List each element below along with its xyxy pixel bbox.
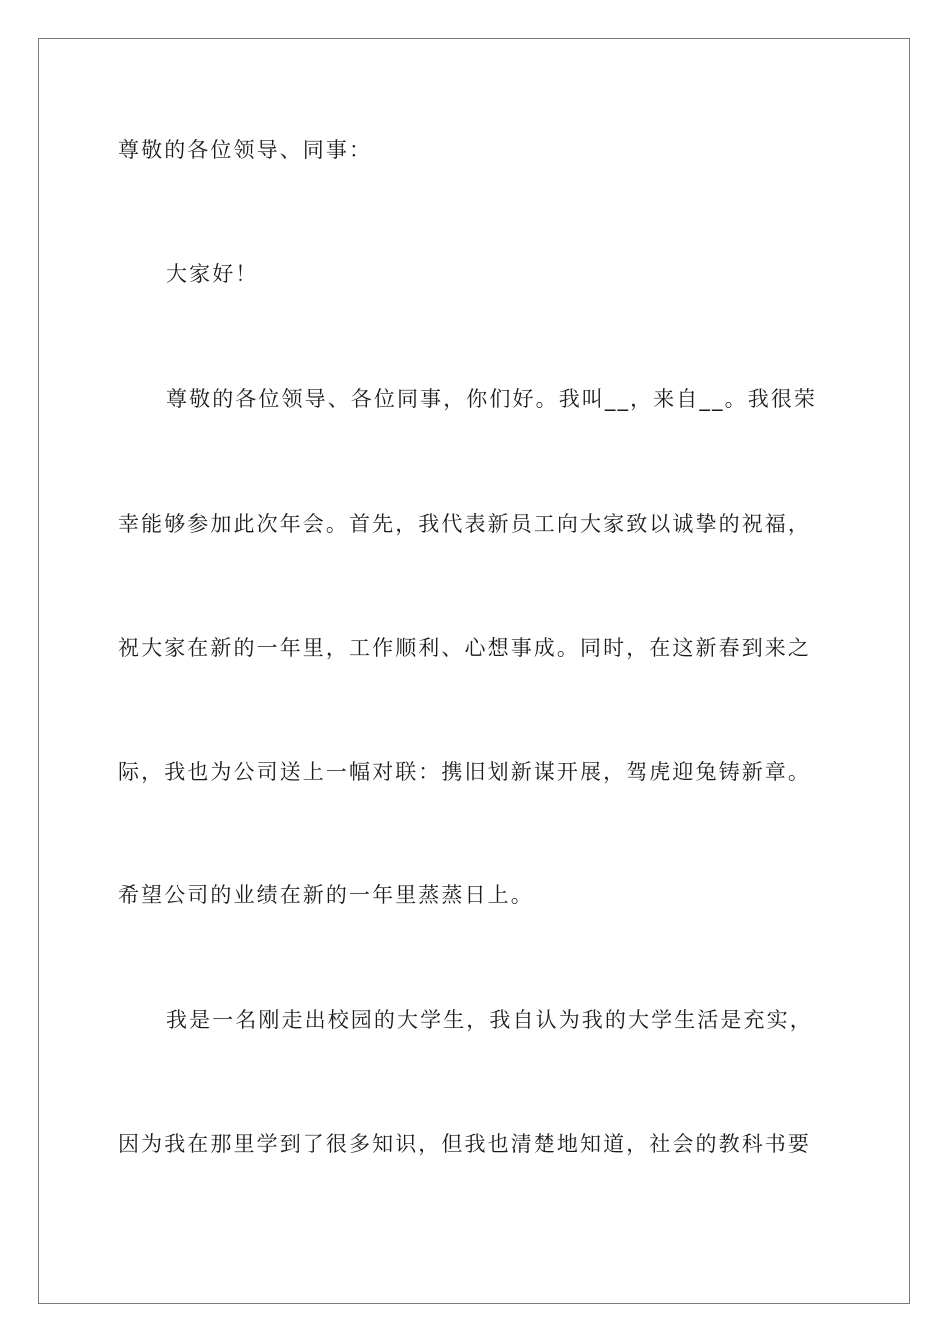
page-border bbox=[38, 38, 910, 1304]
greeting: 大家好！ bbox=[166, 262, 259, 286]
paragraph-1-line-2: 幸能够参加此次年会。首先，我代表新员工向大家致以诚挚的祝福， bbox=[118, 512, 811, 536]
salutation: 尊敬的各位领导、同事： bbox=[118, 138, 373, 162]
paragraph-1-line-5: 希望公司的业绩在新的一年里蒸蒸日上。 bbox=[118, 883, 534, 907]
paragraph-2-line-2: 因为我在那里学到了很多知识，但我也清楚地知道，社会的教科书要 bbox=[118, 1132, 811, 1156]
paragraph-1-line-1: 尊敬的各位领导、各位同事，你们好。我叫__，来自__。我很荣 bbox=[166, 387, 817, 411]
paragraph-1-line-3: 祝大家在新的一年里，工作顺利、心想事成。同时，在这新春到来之 bbox=[118, 636, 811, 660]
paragraph-2-line-1: 我是一名刚走出校园的大学生，我自认为我的大学生活是充实， bbox=[166, 1008, 813, 1032]
paragraph-1-line-4: 际，我也为公司送上一幅对联：携旧划新谋开展，驾虎迎兔铸新章。 bbox=[118, 760, 811, 784]
